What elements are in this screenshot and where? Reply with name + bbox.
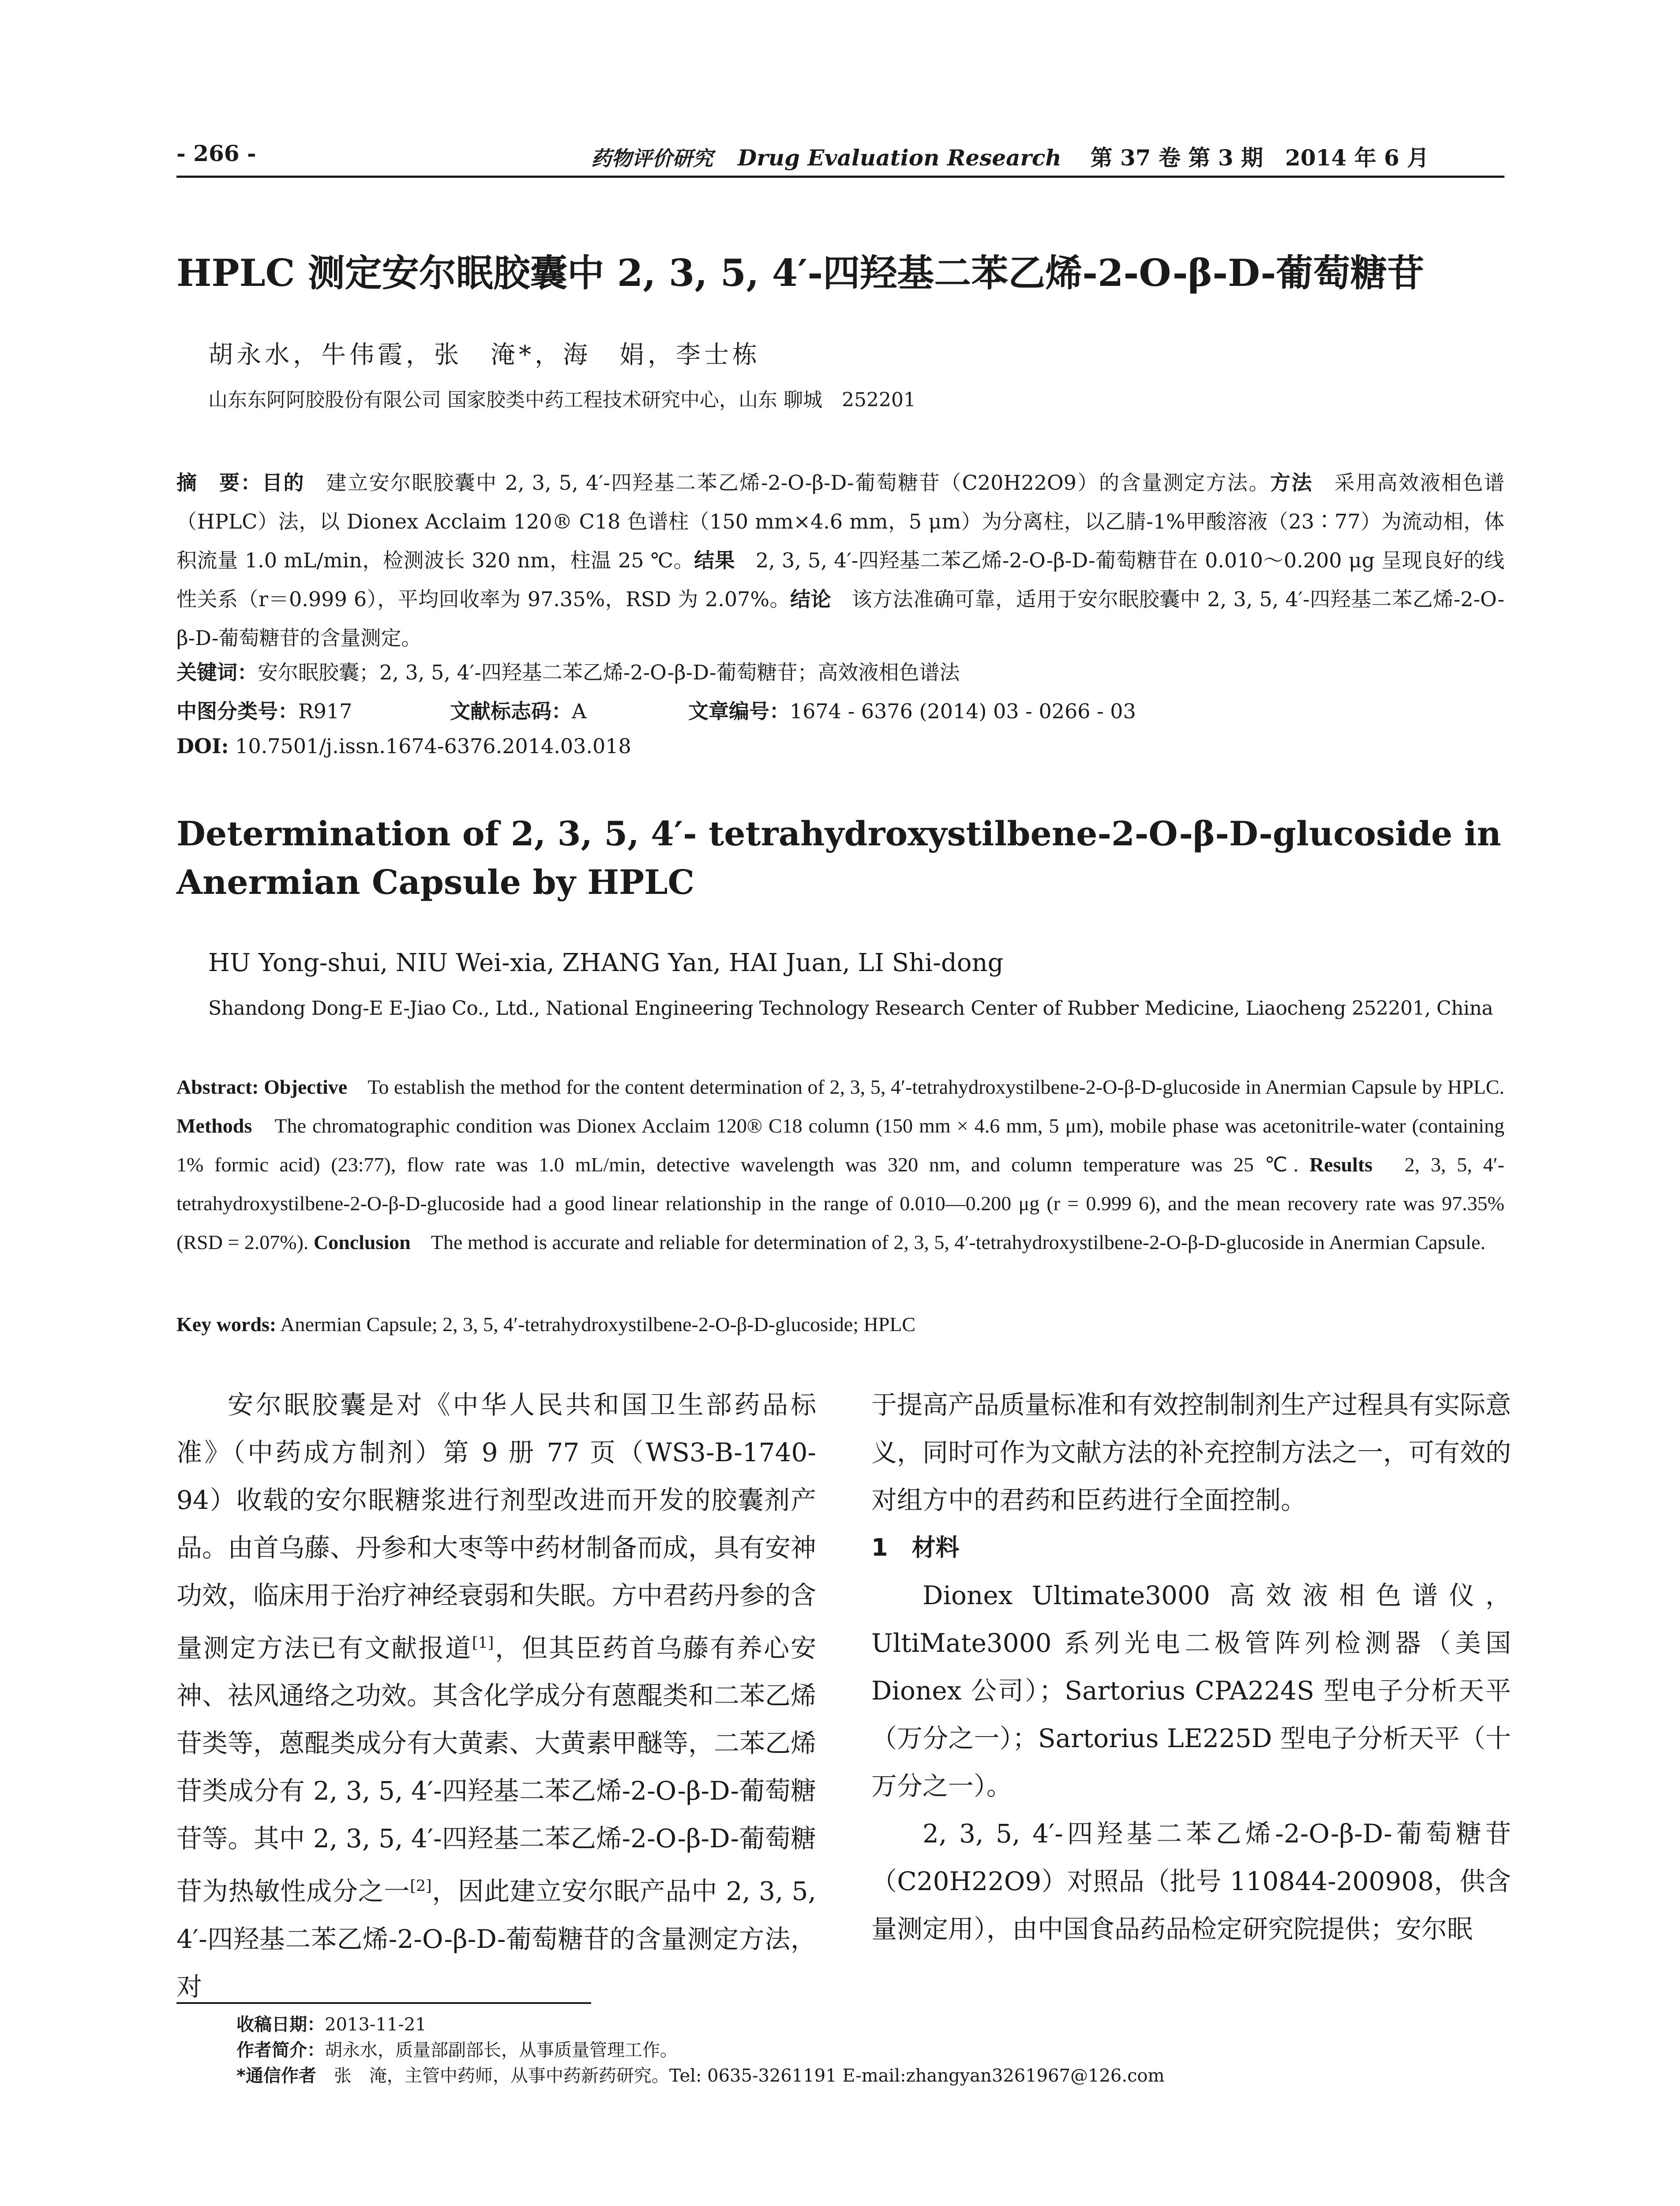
en-keywords-label: Key words: xyxy=(176,1313,277,1336)
doi xyxy=(176,734,631,758)
intro-paragraph xyxy=(176,1381,816,2011)
cn-conclusion-text: 该方法准确可靠，适用于安尔眠胶囊中 2, 3, 5, 4′-四羟基二苯乙烯-2-O-β-D-葡萄糖苷的含量测定。 xyxy=(176,587,1504,650)
cn-keywords xyxy=(176,657,960,686)
cn-affiliation: 山东东阿阿胶股份有限公司 国家胶类中药工程技术研究中心，山东 聊城 252201 xyxy=(208,389,916,411)
corresponding-author xyxy=(236,2063,1165,2089)
body-right-column xyxy=(871,1381,1511,1953)
cn-keywords-text: 安尔眠胶囊；2, 3, 5, 4′-四羟基二苯乙烯-2-O-β-D-葡萄糖苷；高效液相色谱法 xyxy=(258,660,960,684)
doi-label: DOI: xyxy=(176,734,229,758)
en-results-label: Results xyxy=(1309,1153,1373,1176)
en-abstract xyxy=(176,1068,1504,1262)
received-label: 收稿日期： xyxy=(236,2015,325,2035)
en-conclusion-label: Conclusion xyxy=(313,1231,411,1253)
footnotes xyxy=(236,2012,1165,2089)
cn-title: HPLC 测定安尔眠胶囊中 2, 3, 5, 4′-四羟基二苯乙烯-2-O-β-D-葡萄糖苷 xyxy=(176,251,1425,295)
corr-label: *通信作者 xyxy=(236,2066,316,2086)
author-bio xyxy=(236,2037,1165,2063)
cn-keywords-label: 关键词： xyxy=(176,660,258,684)
journal-logo: 药物评价研究 xyxy=(591,146,713,170)
footnote-rule xyxy=(176,2002,591,2004)
article-no-value: 1674 - 6376 (2014) 03 - 0266 - 03 xyxy=(790,699,1136,723)
cn-methods-label: 方法 xyxy=(1270,471,1313,495)
running-header xyxy=(176,140,1504,180)
issue-info: 第 37 卷 第 3 期 2014 年 6 月 xyxy=(1090,145,1429,171)
author-bio-text: 胡永水，质量部副部长，从事质量管理工作。 xyxy=(325,2040,678,2060)
en-abstract-label: Abstract: Objective xyxy=(176,1076,348,1098)
section-heading-materials: 1 材料 xyxy=(871,1534,960,1561)
journal-line xyxy=(591,140,1429,172)
cn-objective-label: 目的 xyxy=(262,471,305,495)
cn-classification xyxy=(176,695,1136,724)
cn-methods-text: 采用高效液相色谱（HPLC）法，以 Dionex Acclaim 120® C18 色谱柱（150 mm×4.6 mm，5 μm）为分离柱，以乙腈-1%甲酸溶液（23∶77）为流动相，体积流量 1.0 mL/min，检测波长 320 nm，柱温 25 ℃。 xyxy=(176,471,1505,572)
doi-value[interactable]: 10.7501/j.issn.1674-6376.2014.03.018 xyxy=(229,734,631,758)
cn-abstract-label: 摘 要： xyxy=(176,471,262,495)
doc-code-label: 文献标志码： xyxy=(450,699,572,723)
clc-label: 中图分类号： xyxy=(176,699,298,723)
instruments-paragraph: Dionex Ultimate3000 高效液相色谱仪，UltiMate3000 系列光电二极管阵列检测器（美国 Dionex 公司）；Sartorius CPA224S 型电子分析天平（万分之一）；Sartorius LE225D 型电子分析天平（十万分之一）。 xyxy=(871,1580,1511,1801)
reagents-paragraph: 2, 3, 5, 4′-四羟基二苯乙烯-2-O-β-D-葡萄糖苷（C20H22O9）对照品（批号 110844-200908，供含量测定用），由中国食品药品检定研究院提供；安尔眠 xyxy=(871,1819,1511,1944)
en-results-text: 2, 3, 5, 4′-tetrahydroxystilbene-2-O-β-D-glucoside had a good linear relationship in the range of 0.010—0.200 μg (r = 0.999 6), and the mean recovery rate was 97.35% (RSD = 2.07%). xyxy=(176,1153,1504,1253)
corr-text[interactable]: 张 淹，主管中药师，从事中药新药研究。Tel: 0635-3261191 E-mail:zhangyan3261967@126.com xyxy=(316,2066,1165,2086)
cn-conclusion-label: 结论 xyxy=(790,587,832,611)
en-keywords xyxy=(176,1313,915,1336)
intro-text-c: ，因此建立安尔眠产品中 2, 3, 5, 4′-四羟基二苯乙烯-2-O-β-D-葡萄糖苷的含量测定方法，对 xyxy=(176,1876,816,2002)
en-methods-text: The chromatographic condition was Dionex Acclaim 120® C18 column (150 mm × 4.6 mm, 5 μm), mobile phase was acetonitrile-water (containing 1% formic acid) (23:77), flow rate was 1.0 mL/min, detective wavelength was 320 nm, and column temperature was 25 ℃. xyxy=(176,1114,1504,1176)
en-title: Determination of 2, 3, 5, 4′- tetrahydroxystilbene-2-O-β-D-glucoside in Anermian Capsule by HPLC xyxy=(176,814,1501,902)
received-date xyxy=(236,2012,1165,2037)
cn-results-text: 2, 3, 5, 4′-四羟基二苯乙烯-2-O-β-D-葡萄糖苷在 0.010～0.200 μg 呈现良好的线性关系（r＝0.999 6），平均回收率为 97.35%，RSD 为 2.07%。 xyxy=(176,548,1505,611)
en-affiliation: Shandong Dong-E E-Jiao Co., Ltd., National Engineering Technology Research Center of Rubber Medicine, Liaocheng 252201, China xyxy=(208,997,1493,1020)
body-left-column xyxy=(176,1381,816,2011)
journal-name: Drug Evaluation Research xyxy=(737,145,1061,171)
doc-code-value: A xyxy=(572,699,587,723)
en-conclusion-text: The method is accurate and reliable for determination of 2, 3, 5, 4′-tetrahydroxystilbene-2-O-β-D-glucoside in Anermian Capsule. xyxy=(410,1231,1485,1253)
en-keywords-text: Anermian Capsule; 2, 3, 5, 4′-tetrahydroxystilbene-2-O-β-D-glucoside; HPLC xyxy=(276,1313,916,1336)
cn-results-label: 结果 xyxy=(694,548,735,572)
page-number: - 266 - xyxy=(176,140,256,166)
clc-value: R917 xyxy=(298,699,352,723)
intro-text-b: ，但其臣药首乌藤有养心安神、祛风通络之功效。其含化学成分有蒽醌类和二苯乙烯苷类等，蒽醌类成分有大黄素、大黄素甲醚等，二苯乙烯苷类成分有 2, 3, 5, 4′-四羟基二苯乙烯-2-O-β-D-葡萄糖苷等。其中 2, 3, 5, 4′-四羟基二苯乙烯-2-O-β-D-葡萄糖苷为热敏性成分之一 xyxy=(176,1633,817,1906)
intro-text-a: 安尔眠胶囊是对《中华人民共和国卫生部药品标准》（中药成方制剂）第 9 册 77 页（WS3-B-1740-94）收载的安尔眠糖浆进行剂型改进而开发的胶囊剂产品。由首乌藤、丹参和大枣等中药材制备而成，具有安神功效，临床用于治疗神经衰弱和失眠。方中君药丹参的含量测定方法已有文献报道 xyxy=(176,1390,817,1663)
en-objective-text: To establish the method for the content determination of 2, 3, 5, 4′-tetrahydroxystilbene-2-O-β-D-glucoside in Anermian Capsule by HPLC. xyxy=(347,1076,1504,1098)
author-bio-label: 作者简介： xyxy=(236,2040,325,2060)
intro-continued: 于提高产品质量标准和有效控制制剂生产过程具有实际意义，同时可作为文献方法的补充控制方法之一，可有效的对组方中的君药和臣药进行全面控制。 xyxy=(871,1390,1511,1515)
received-value: 2013-11-21 xyxy=(325,2015,427,2035)
citation-2[interactable]: [2] xyxy=(410,1877,432,1895)
article-no-label: 文章编号： xyxy=(688,699,790,723)
citation-1[interactable]: [1] xyxy=(472,1634,494,1652)
en-methods-label: Methods xyxy=(176,1114,252,1137)
cn-objective-text: 建立安尔眠胶囊中 2, 3, 5, 4′-四羟基二苯乙烯-2-O-β-D-葡萄糖苷（C20H22O9）的含量测定方法。 xyxy=(305,471,1271,495)
header-rule xyxy=(176,176,1504,178)
cn-authors: 胡永水，牛伟霞，张 淹*，海 娟，李士栋 xyxy=(208,341,761,369)
en-authors: HU Yong-shui, NIU Wei-xia, ZHANG Yan, HAI Juan, LI Shi-dong xyxy=(208,949,1004,977)
cn-abstract xyxy=(176,463,1504,657)
